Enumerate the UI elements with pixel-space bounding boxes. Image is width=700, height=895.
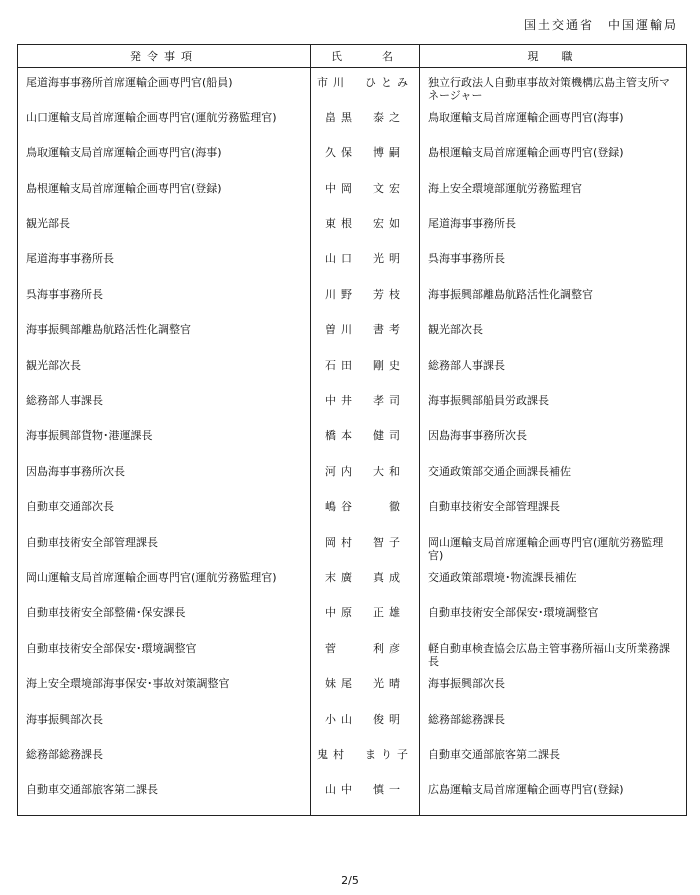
table-row: [18, 351, 687, 386]
current-post-cell: 観光部次長: [420, 315, 687, 350]
current-post-cell: 総務部人事課長: [420, 351, 687, 386]
current-post-cell: 広島運輸支局首席運輸企画専門官(登録): [420, 775, 687, 816]
current-post-cell: 交通政策部交通企画課長補佐: [420, 457, 687, 492]
table-row: [18, 103, 687, 138]
name-cell: 橋本 健司: [311, 421, 420, 456]
name-cell: 菅 利彦: [311, 634, 420, 669]
table-row: [18, 634, 687, 669]
appointment-cell: 自動車技術安全部管理課長: [18, 528, 311, 563]
table-row: [18, 457, 687, 492]
appointment-cell: 自動車交通部次長: [18, 492, 311, 527]
appointment-cell: 因島海事事務所次長: [18, 457, 311, 492]
table-row: [18, 174, 687, 209]
current-post-cell: 交通政策部環境･物流課長補佐: [420, 563, 687, 598]
name-cell: 小山 俊明: [311, 705, 420, 740]
name-cell: 河内 大和: [311, 457, 420, 492]
current-post-cell: 海上安全環境部運航労務監理官: [420, 174, 687, 209]
appointment-cell: 総務部総務課長: [18, 740, 311, 775]
appointment-cell: 尾道海事事務所首席運輸企画専門官(船員): [18, 68, 311, 103]
table-row: [18, 244, 687, 279]
appointment-cell: 鳥取運輸支局首席運輸企画専門官(海事): [18, 138, 311, 173]
table-row: [18, 492, 687, 527]
appointment-cell: 自動車技術安全部整備･保安課長: [18, 598, 311, 633]
appointment-cell: 海事振興部離島航路活性化調整官: [18, 315, 311, 350]
current-post-cell: 因島海事事務所次長: [420, 421, 687, 456]
name-cell: 妹尾 光晴: [311, 669, 420, 704]
table-row: [18, 528, 687, 563]
name-cell: 中岡 文宏: [311, 174, 420, 209]
current-post-cell: 自動車技術安全部管理課長: [420, 492, 687, 527]
column-header-current-post: 現 職: [420, 45, 687, 68]
current-post-cell: 軽自動車検査協会広島主管事務所福山支所業務課長: [420, 634, 687, 669]
current-post-cell: 自動車技術安全部保安･環境調整官: [420, 598, 687, 633]
current-post-cell: 島根運輸支局首席運輸企画専門官(登録): [420, 138, 687, 173]
current-post-cell: 自動車交通部旅客第二課長: [420, 740, 687, 775]
personnel-table: [17, 44, 687, 816]
name-cell: 曽川 書考: [311, 315, 420, 350]
name-cell: 石田 剛史: [311, 351, 420, 386]
table-header-row: [18, 45, 687, 68]
current-post-cell: 呉海事事務所長: [420, 244, 687, 279]
name-cell: 中原 正雄: [311, 598, 420, 633]
name-cell: 東根 宏如: [311, 209, 420, 244]
table-row: [18, 598, 687, 633]
column-header-name: 氏 名: [311, 45, 420, 68]
name-cell: 末廣 真成: [311, 563, 420, 598]
current-post-cell: 海事振興部船員労政課長: [420, 386, 687, 421]
name-cell: 岡村 智子: [311, 528, 420, 563]
appointment-cell: 総務部人事課長: [18, 386, 311, 421]
current-post-cell: 尾道海事事務所長: [420, 209, 687, 244]
name-cell: 嶋谷 徹: [311, 492, 420, 527]
appointment-cell: 海上安全環境部海事保安･事故対策調整官: [18, 669, 311, 704]
appointment-cell: 岡山運輸支局首席運輸企画専門官(運航労務監理官): [18, 563, 311, 598]
appointment-cell: 山口運輸支局首席運輸企画専門官(運航労務監理官): [18, 103, 311, 138]
appointment-cell: 呉海事事務所長: [18, 280, 311, 315]
name-cell: 中井 孝司: [311, 386, 420, 421]
column-header-appointment: 発令事項: [18, 45, 311, 68]
appointment-cell: 島根運輸支局首席運輸企画専門官(登録): [18, 174, 311, 209]
appointment-cell: 観光部長: [18, 209, 311, 244]
current-post-cell: 総務部総務課長: [420, 705, 687, 740]
name-cell: 畠黒 泰之: [311, 103, 420, 138]
appointment-cell: 海事振興部貨物･港運課長: [18, 421, 311, 456]
table-row: [18, 563, 687, 598]
table-row: [18, 138, 687, 173]
appointment-cell: 観光部次長: [18, 351, 311, 386]
name-cell: 川野 芳枝: [311, 280, 420, 315]
table-row: [18, 209, 687, 244]
current-post-cell: 独立行政法人自動車事故対策機構広島主管支所マネージャー: [420, 68, 687, 103]
appointment-cell: 自動車交通部旅客第二課長: [18, 775, 311, 816]
table-row: [18, 421, 687, 456]
name-cell: 山口 光明: [311, 244, 420, 279]
appointment-cell: 尾道海事事務所長: [18, 244, 311, 279]
appointment-cell: 海事振興部次長: [18, 705, 311, 740]
name-cell: 久保 博嗣: [311, 138, 420, 173]
current-post-cell: 岡山運輸支局首席運輸企画専門官(運航労務監理官): [420, 528, 687, 563]
current-post-cell: 海事振興部次長: [420, 669, 687, 704]
appointment-cell: 自動車技術安全部保安･環境調整官: [18, 634, 311, 669]
table-row: [18, 669, 687, 704]
table-row: [18, 740, 687, 775]
organization-name: 国土交通省 中国運輸局: [523, 18, 678, 32]
name-cell: 鬼村 まり子: [311, 740, 420, 775]
table-row: [18, 280, 687, 315]
table-row: [18, 705, 687, 740]
name-cell: 山中 慎一: [311, 775, 420, 816]
name-cell: 市川 ひとみ: [311, 68, 420, 103]
current-post-cell: 海事振興部離島航路活性化調整官: [420, 280, 687, 315]
table-row: [18, 386, 687, 421]
table-row: [18, 775, 687, 816]
current-post-cell: 鳥取運輸支局首席運輸企画専門官(海事): [420, 103, 687, 138]
page-number: 2/5: [341, 874, 359, 887]
table-row: [18, 68, 687, 103]
table-row: [18, 315, 687, 350]
